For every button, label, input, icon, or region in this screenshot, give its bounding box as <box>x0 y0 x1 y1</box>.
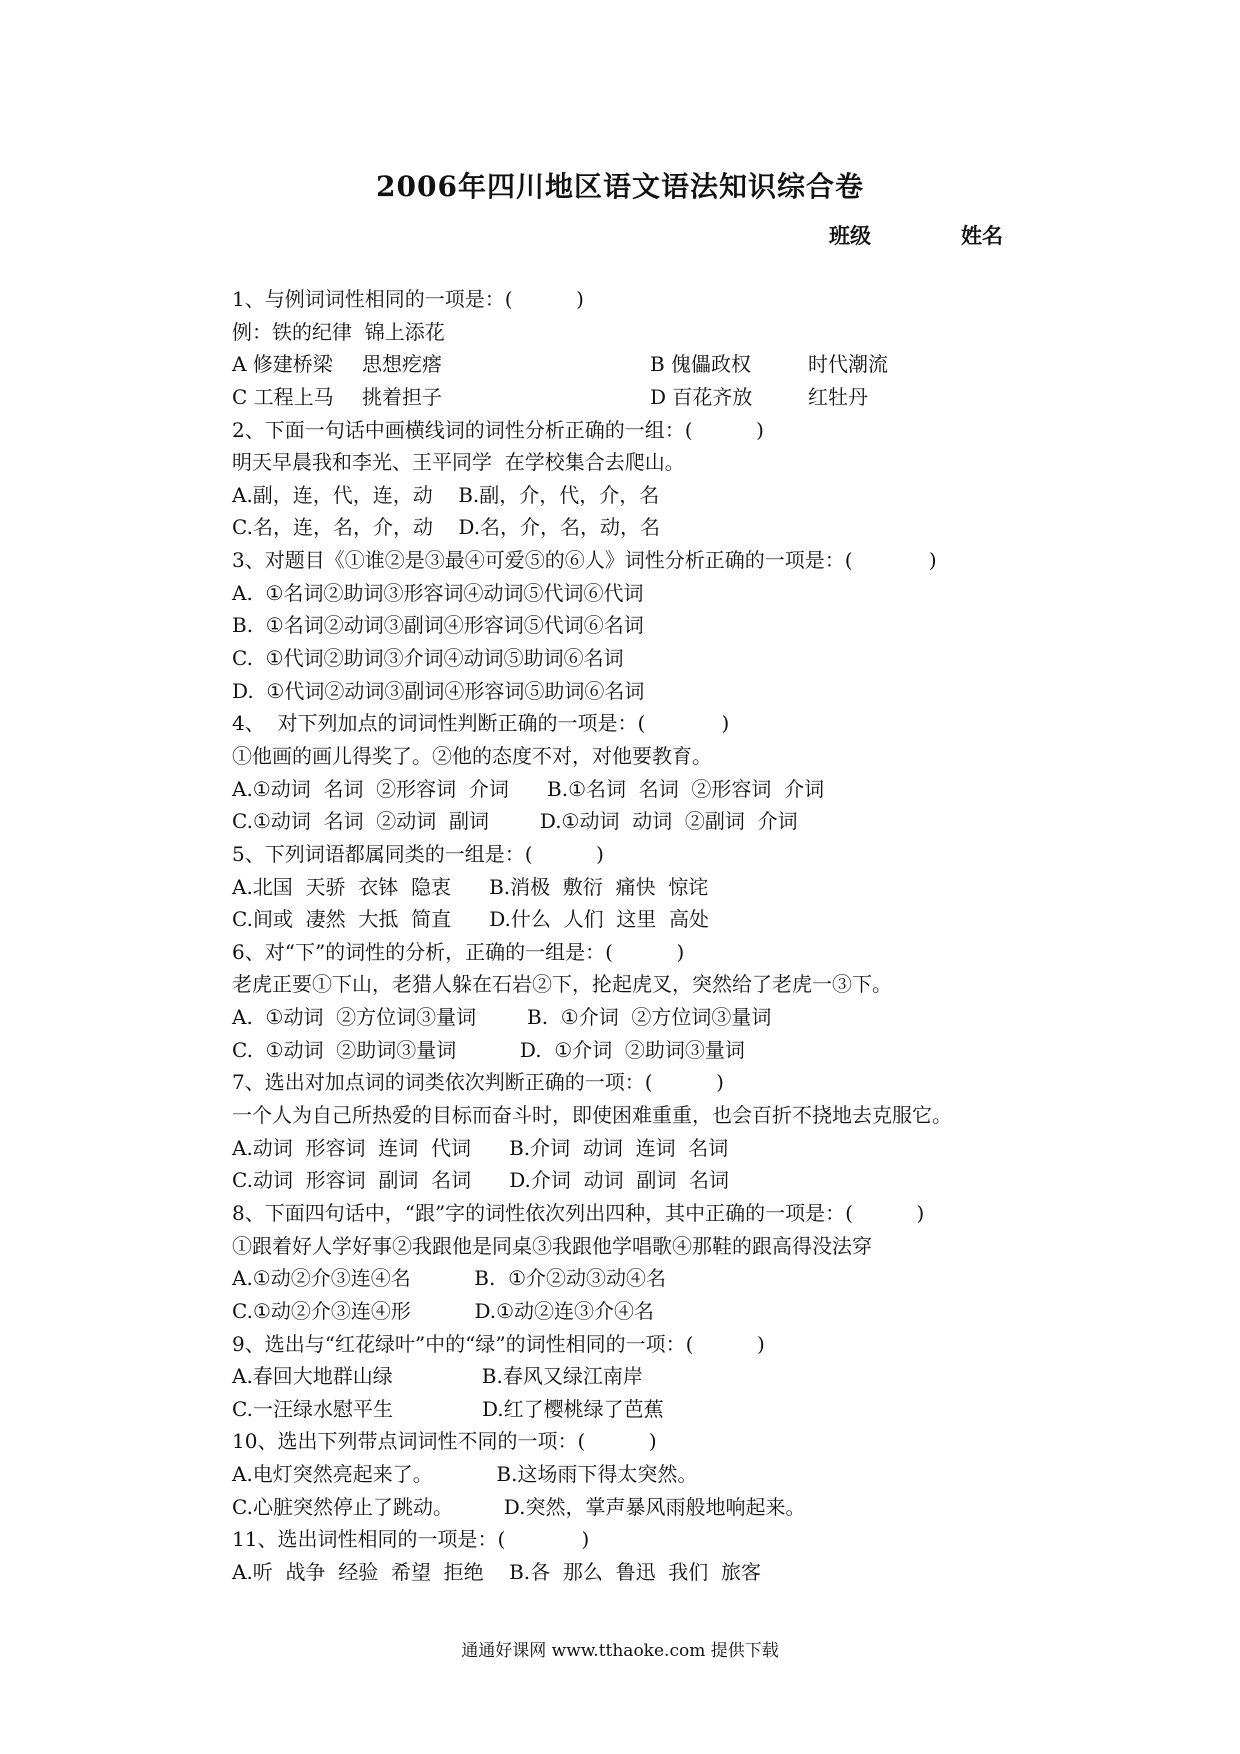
text-line: 10、选出下列带点词词性不同的一项：( ) <box>232 1429 657 1454</box>
text-line: C.名，连，名，介，动 D.名，介，名，动，名 <box>232 515 661 540</box>
text-line: B. ①名词②动词③副词④形容词⑤代词⑥名词 <box>232 613 644 638</box>
option-cell: B 傀儡政权 <box>650 352 752 377</box>
class-label: 班级 <box>829 223 871 248</box>
text-line: 2、下面一句话中画横线词的词性分析正确的一组：( ) <box>232 417 764 442</box>
text-line: A. ①名词②助词③形容词④动词⑤代词⑥代词 <box>232 580 644 605</box>
option-cell: C 工程上马 <box>232 384 334 409</box>
text-line: A.电灯突然亮起来了。 B.这场雨下得太突然。 <box>232 1462 698 1487</box>
text-line: 明天早晨我和李光、王平同学 在学校集合去爬山。 <box>232 450 685 475</box>
text-line: 5、下列词语都属同类的一组是：( ) <box>232 841 604 866</box>
question-body <box>232 283 1132 1589</box>
text-line: 8、下面四句话中，“跟”字的词性依次列出四种，其中正确的一项是：( ) <box>232 1200 925 1225</box>
text-line: A.副，连，代，连，动 B.副，介，代，介，名 <box>232 482 660 507</box>
text-line: A.春回大地群山绿 B.春风又绿江南岸 <box>232 1364 643 1389</box>
option-cell: 时代潮流 <box>808 352 888 377</box>
text-line: 4、 对下列加点的词词性判断正确的一项是：( ) <box>232 711 730 736</box>
text-line: C.一汪绿水慰平生 D.红了樱桃绿了芭蕉 <box>232 1396 664 1421</box>
text-line: 例：铁的纪律 锦上添花 <box>232 319 445 344</box>
option-cell: A 修建桥梁 <box>232 352 333 377</box>
text-line: 1、与例词词性相同的一项是：( ) <box>232 287 584 311</box>
page-title: 2006年四川地区语文语法知识综合卷 <box>376 170 864 203</box>
text-line: C. ①代词②助词③介词④动词⑤助词⑥名词 <box>232 646 624 671</box>
text-line: ①他画的画儿得奖了。②他的态度不对，对他要教育。 <box>232 743 712 768</box>
footer-note: 通通好课网 www.tthaoke.com 提供下载 <box>461 1641 779 1661</box>
text-line: 3、对题目《①谁②是③最④可爱⑤的⑥人》词性分析正确的一项是：( ) <box>232 548 937 573</box>
text-line: 老虎正要①下山，老猎人躲在石岩②下，抡起虎叉，突然给了老虎一③下。 <box>232 972 892 997</box>
option-cell: 思想疙瘩 <box>362 352 442 377</box>
option-cell: 挑着担子 <box>362 384 442 409</box>
name-label: 姓名 <box>961 223 1003 248</box>
option-cell: 红牡丹 <box>808 384 868 409</box>
text-line: A. ①动词 ②方位词③量词 B. ①介词 ②方位词③量词 <box>232 1005 772 1030</box>
text-line: ①跟着好人学好事②我跟他是同桌③我跟他学唱歌④那鞋的跟高得没法穿 <box>232 1233 872 1258</box>
text-line: A.动词 形容词 连词 代词 B.介词 动词 连词 名词 <box>232 1135 729 1160</box>
text-line: A.北国 天骄 衣钵 隐衷 B.消极 敷衍 痛快 惊诧 <box>232 874 709 899</box>
text-line: 11、选出词性相同的一项是：( ) <box>232 1527 590 1552</box>
text-line: C.间或 凄然 大抵 简直 D.什么 人们 这里 高处 <box>232 907 710 932</box>
text-line: 9、选出与“红花绿叶”中的“绿”的词性相同的一项：( ) <box>232 1331 765 1356</box>
text-line: C.心脏突然停止了跳动。 D.突然，掌声暴风雨般地响起来。 <box>232 1494 806 1519</box>
option-cell: D 百花齐放 <box>650 384 753 409</box>
text-line: D. ①代词②动词③副词④形容词⑤助词⑥名词 <box>232 678 645 703</box>
text-line: C. ①动词 ②助词③量词 D. ①介词 ②助词③量词 <box>232 1037 745 1062</box>
text-line: 7、选出对加点词的词类依次判断正确的一项：( ) <box>232 1070 724 1095</box>
text-line: 6、对“下”的词性的分析，正确的一组是：( ) <box>232 939 685 964</box>
text-line <box>232 348 1132 381</box>
text-line: C.动词 形容词 副词 名词 D.介词 动词 副词 名词 <box>232 1168 730 1193</box>
text-line: A.①动②介③连④名 B. ①介②动③动④名 <box>232 1266 667 1291</box>
text-line: A.听 战争 经验 希望 拒绝 B.各 那么 鲁迅 我们 旅客 <box>232 1559 762 1584</box>
text-line: A.①动词 名词 ②形容词 介词 B.①名词 名词 ②形容词 介词 <box>232 776 825 801</box>
text-line: C.①动②介③连④形 D.①动②连③介④名 <box>232 1298 655 1323</box>
text-line: 一个人为自己所热爱的目标而奋斗时，即使困难重重，也会百折不挠地去克服它。 <box>232 1103 952 1128</box>
text-line <box>232 381 1132 414</box>
text-line: C.①动词 名词 ②动词 副词 D.①动词 动词 ②副词 介词 <box>232 809 798 834</box>
